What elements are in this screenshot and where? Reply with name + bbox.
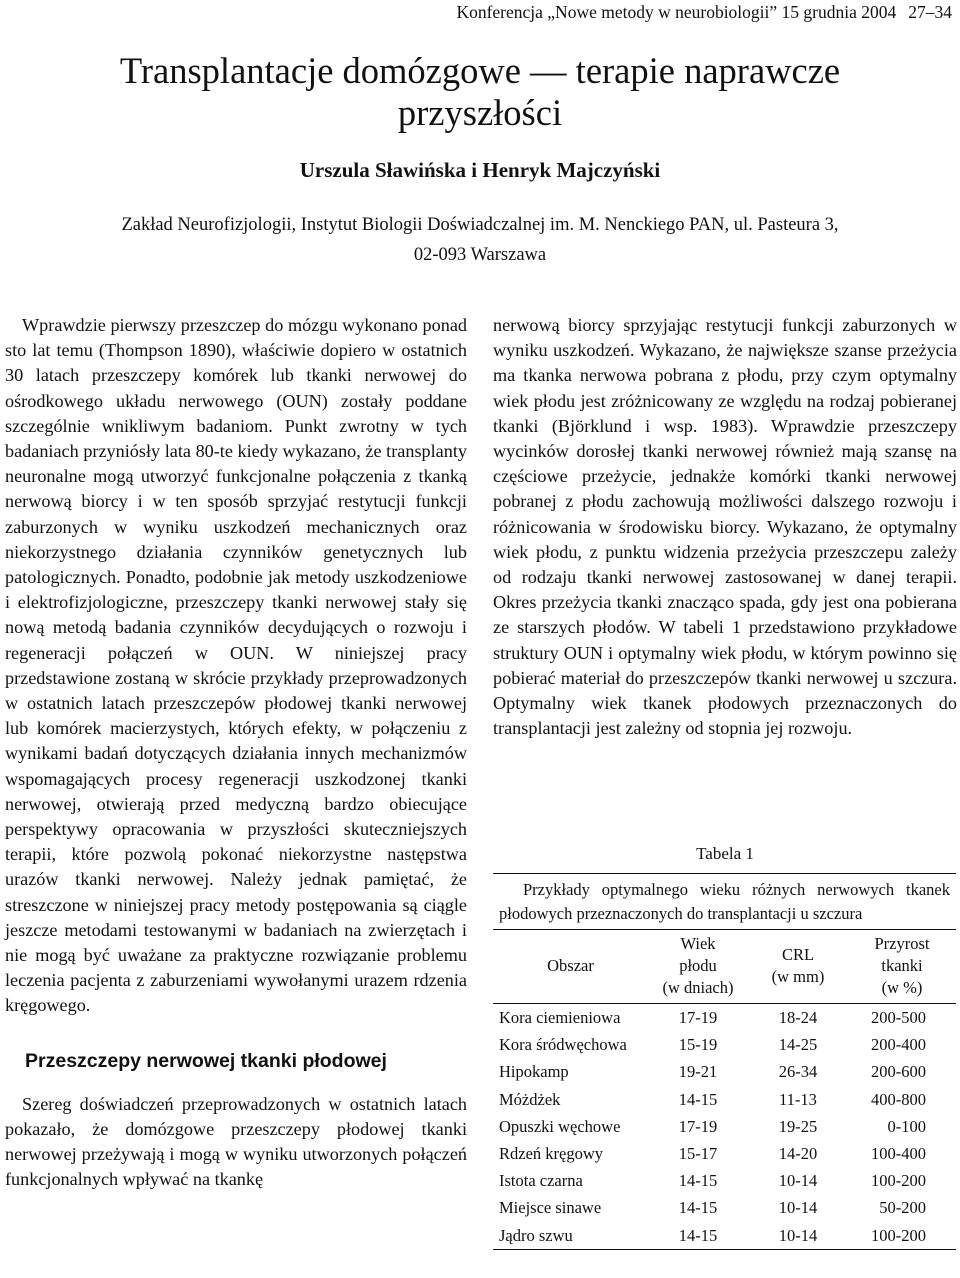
cell-wiek: 14-15 [678, 1198, 718, 1218]
cell-przyrost: 100-400 [871, 1144, 926, 1164]
cell-przyrost: 50-200 [879, 1198, 926, 1218]
title-line-2: przyszłości [397, 92, 563, 133]
cell-wiek: 19-21 [678, 1062, 718, 1082]
intro-paragraph: Wprawdzie pierwszy przeszczep do mózgu wykonano ponad sto lat temu (Thompson 1890), właściwie dopiero w ostatnich 30 latach przeszczepy komórek lub tkanki nerwowej do ośrodkowego układu nerwowego (OUN) zostały poddane szczególnie wnikliwym badaniom. Punkt zwrotny w tych badaniach przyniósły lata 80-te kiedy wykazano, że transplanty neuronalne mogą utworzyć funkcjonalne połączenia z tkanką nerwową biorcy i w ten sposób sprzyjać restytucji funkcji zaburzonych w wyniku uszkodzeń mechanicznych oraz niekorzystnego działania czynników genetycznych lub patologicznych. Ponadto, podobnie jak metody uszkodzeniowe i elektrofizjologiczne, przeszczepy tkanki nerwowej stały się nową metodą badania czynników decydujących o rozwoju i regeneracji połączeń w OUN. W niniejszej pracy przedstawione zostaną w skrócie przykłady przeprowadzonych w ostatnich latach przeszczepów płodowej tkanki nerwowej lub komórek macierzystych, których efekty, w połączeniu z wynikami badań dotyczących działania innych mechanizmów wspomagających procesy regeneracji uszkodzonej tkanki nerwowej, otwierają przed medyczną bardzo obiecujące perspektywy opracowania w przyszłości skuteczniejszych terapii, które pozwolą pokonać niekorzystne następstwa urazów tkanki nerwowej. Należy jednak pamiętać, że streszczone w niniejszej pracy metody postępowania są ciągle jeszcze metodami testowanymi w badaniach na zwierzętach i nie mogą być uważane za praktyczne rozwiązanie problemu leczenia pacjenta z zaburzeniami wywołanymi urazem rdzenia kręgowego. [5, 315, 467, 1016]
cell-przyrost: 100-200 [871, 1225, 926, 1245]
cell-przyrost: 100-200 [871, 1171, 926, 1191]
table-row [493, 1031, 956, 1058]
table-row [493, 1140, 956, 1167]
table-label: Tabela 1 [696, 844, 754, 863]
cell-obszar: Miejsce sinawe [499, 1198, 602, 1218]
cell-przyrost: 200-600 [871, 1062, 926, 1082]
right-column [493, 313, 957, 741]
cell-crl: 19-25 [778, 1116, 818, 1136]
affiliation-line-2: 02-093 Warszawa [413, 245, 547, 265]
table-row [493, 1167, 956, 1194]
cell-obszar: Móżdżek [499, 1089, 561, 1109]
section-heading: Przeszczepy nerwowej tkanki płodowej [25, 1049, 387, 1072]
table-1 [493, 873, 956, 1250]
affiliation-line-1: Zakład Neurofizjologii, Instytut Biologii Doświadczalnej im. M. Nenckiego PAN, ul. Pasteura 3, [121, 215, 839, 235]
cell-crl: 14-20 [778, 1144, 818, 1164]
section-paragraph: Szereg doświadczeń przeprowadzonych w ostatnich latach pokazało, że domózgowe przeszczepy płodowej tkanki nerwowej przeżywają i mogą w wyniku utworzonych połączeń funkcjonalnych wpływać na tkankę [5, 1093, 467, 1190]
cell-obszar: Kora ciemieniowa [499, 1008, 621, 1027]
cell-przyrost: 200-400 [871, 1035, 926, 1055]
cell-wiek: 17-19 [678, 1008, 718, 1027]
cell-przyrost: 200-500 [871, 1008, 926, 1027]
cell-crl: 10-14 [778, 1198, 818, 1218]
table-row [493, 1058, 956, 1085]
table-row [493, 1194, 956, 1221]
cell-crl: 10-14 [778, 1171, 818, 1191]
cell-obszar: Kora śródwęchowa [499, 1035, 627, 1055]
conference-name: Konferencja „Nowe metody w neurobiologii” 15 grudnia 2004 [456, 2, 897, 22]
table-row [493, 1113, 956, 1140]
cell-wiek: 14-15 [678, 1225, 718, 1245]
cell-wiek: 17-19 [678, 1116, 718, 1136]
cell-crl: 11-13 [779, 1089, 817, 1109]
table-header-row [493, 930, 956, 1004]
table-row [493, 1004, 956, 1032]
cell-obszar: Opuszki węchowe [499, 1116, 621, 1136]
cell-obszar: Istota czarna [499, 1171, 583, 1191]
cell-wiek: 14-15 [678, 1089, 718, 1109]
cell-crl: 18-24 [778, 1008, 818, 1027]
header-obszar: Obszar [493, 930, 648, 1004]
header-crl: CRL (w mm) [748, 930, 848, 1004]
cell-obszar: Rdzeń kręgowy [499, 1144, 604, 1164]
table-row [493, 1086, 956, 1113]
page-range: 27–34 [908, 2, 952, 22]
cell-obszar: Hipokamp [499, 1062, 569, 1082]
table-caption: Przykłady optymalnego wieku różnych nerwowych tkanek płodowych przeznaczonych do transplantacji u szczura [499, 880, 950, 923]
cell-crl: 14-25 [778, 1035, 818, 1055]
running-header [456, 2, 952, 23]
cell-przyrost: 400-800 [871, 1089, 926, 1109]
title-line-1: Transplantacje domózgowe — terapie naprawcze [119, 50, 841, 91]
cell-przyrost: 0-100 [887, 1116, 926, 1136]
cell-crl: 26-34 [778, 1062, 818, 1082]
left-column [5, 313, 467, 1193]
cell-wiek: 14-15 [678, 1171, 718, 1191]
header-wiek: Wiek płodu (w dniach) [648, 930, 748, 1004]
continued-paragraph: nerwową biorcy sprzyjając restytucji funkcji zaburzonych w wyniku uszkodzeń. Wykazano, że największe szanse przeżycia ma tkanka nerwowa pobrana z płodu, przy czym optymalny wiek płodu jest zróżnicowany ze względu na rodzaj pobieranej tkanki (Björklund i wsp. 1983). Wprawdzie przeszczepy wycinków dorosłej tkanki nerwowej również mają szansę na częściowe przeżycie, jednakże komórki tkanki nerwowej pobranej z płodu zachowują możliwości dalszego rozwoju i różnicowania w środowisku biorcy. Wykazano, że optymalny wiek płodu, z punktu widzenia przeżycia przeszczepu zależy od rodzaju tkanki nerwowej zastosowanej w danej terapii. Okres przeżycia tkanki znacząco spada, gdy jest ona pobierana ze starszych płodów. W tabeli 1 przedstawiono przykładowe struktury OUN i optymalny wiek płodu, w którym powinno się pobierać materiał do przeszczepów tkanki nerwowej u szczura. Optymalny wiek tkanek płodowych przeznaczonych do transplantacji jest zależny od stopnia jej rozwoju. [493, 315, 957, 739]
authors: Urszula Sławińska i Henryk Majczyński [299, 158, 661, 182]
header-przyrost: Przyrost tkanki (w %) [848, 930, 956, 1004]
table-row [493, 1222, 956, 1249]
paper-title [0, 50, 960, 134]
cell-crl: 10-14 [778, 1225, 818, 1245]
affiliation [0, 210, 960, 270]
cell-wiek: 15-17 [678, 1144, 718, 1164]
data-table [493, 929, 956, 1249]
cell-wiek: 15-19 [678, 1035, 718, 1055]
cell-obszar: Jądro szwu [499, 1225, 573, 1245]
